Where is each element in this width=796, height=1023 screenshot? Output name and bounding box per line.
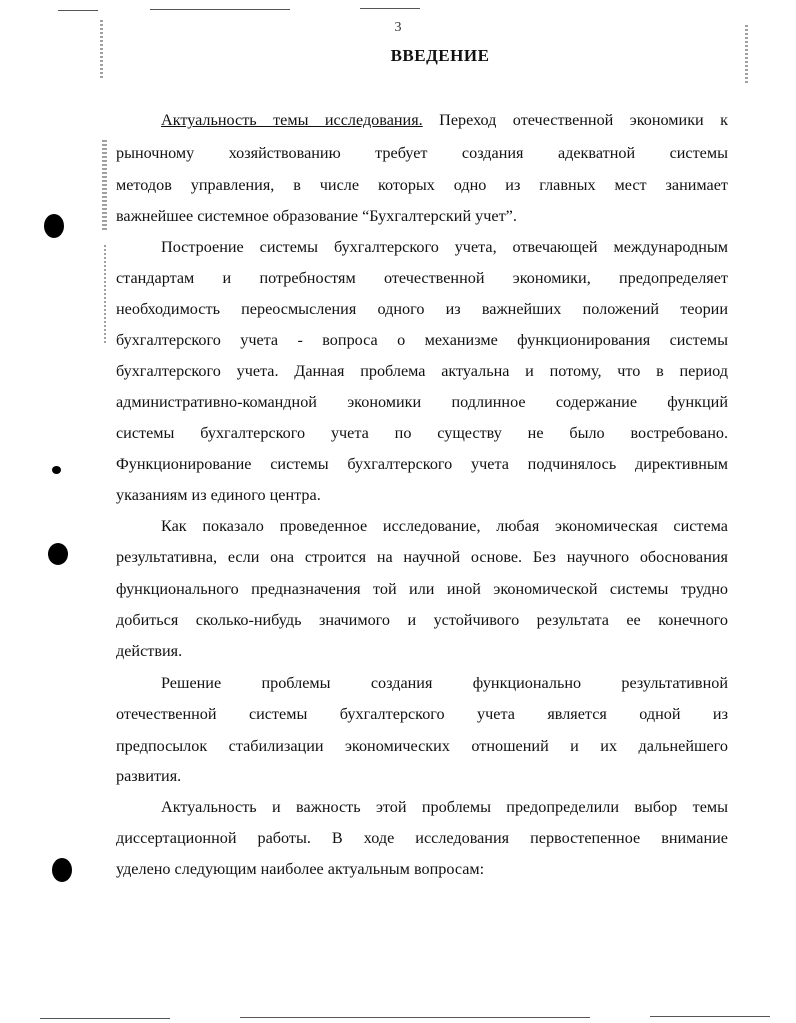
scan-bottom-rule-left: [40, 1018, 170, 1019]
text-line-9: бухгалтерского учета. Данная проблема актуальна и потому, что в период: [116, 362, 728, 380]
text-line-7: необходимость переосмысления одного из важнейших положений теории: [116, 300, 728, 318]
punch-hole-2: [52, 466, 61, 474]
text-line-16: функционального предназначения той или иной экономической системы трудно: [116, 580, 728, 598]
text-line-8: бухгалтерского учета - вопроса о механизме функционирования системы: [116, 331, 728, 349]
text-line-5: Построение системы бухгалтерского учета, отвечающей международным: [161, 238, 728, 256]
punch-hole-3: [48, 543, 68, 565]
text-line-21: предпосылок стабилизации экономических отношений и их дальнейшего: [116, 737, 728, 755]
text-line-15: результативна, если она строится на научной основе. Без научного обоснования: [116, 548, 728, 566]
scan-bottom-rule-mid: [240, 1017, 590, 1018]
text-line-17: добиться сколько-нибудь значимого и устойчивого результата ее конечного: [116, 611, 728, 629]
punch-hole-4: [52, 858, 72, 882]
text-line-24: диссертационной работы. В ходе исследования первостепенное внимание: [116, 829, 728, 847]
text-line-2: рыночному хозяйствованию требует создания адекватной системы: [116, 144, 728, 162]
text-line-11: системы бухгалтерского учета по существу не было востребовано.: [116, 424, 728, 442]
text-line-19: Решение проблемы создания функционально результативной: [161, 674, 728, 692]
text-line-6: стандартам и потребностям отечественной экономики, предопределяет: [116, 269, 728, 287]
text-line-23: Актуальность и важность этой проблемы предопределили выбор темы: [161, 798, 728, 816]
text-line-18: действия.: [116, 642, 183, 660]
scan-margin-noise-low: [104, 245, 106, 345]
text-line-20: отечественной системы бухгалтерского учета является одной из: [116, 705, 728, 723]
underlined-phrase: Актуальность темы исследования.: [161, 111, 423, 129]
text-line-1: [161, 110, 728, 130]
text-line-12: Функционирование системы бухгалтерского учета подчинялось директивным: [116, 455, 728, 473]
text-line-4: важнейшее системное образование “Бухгалтерский учет”.: [116, 207, 517, 225]
scan-top-rule-left: [58, 10, 98, 11]
punch-hole-1: [44, 214, 64, 238]
text-line-3: методов управления, в числе которых одно из главных мест занимает: [116, 176, 728, 194]
section-heading: ВВЕДЕНИЕ: [390, 46, 490, 65]
scan-top-rule-right: [360, 8, 420, 9]
text-line-13: указаниям из единого центра.: [116, 486, 321, 504]
scan-margin-noise-mid: [102, 140, 107, 230]
text-line-14: Как показало проведенное исследование, любая экономическая система: [161, 517, 728, 535]
text-line-25: уделено следующим наиболее актуальным вопросам:: [116, 860, 485, 878]
text-span: Переход отечественной экономики к: [422, 111, 728, 129]
scan-top-rule-mid: [150, 9, 290, 10]
page-number: 3: [394, 20, 402, 35]
text-line-22: развития.: [116, 767, 182, 785]
text-line-10: административно-командной экономики подлинное содержание функций: [116, 393, 728, 411]
scan-bottom-rule-right: [650, 1016, 770, 1017]
